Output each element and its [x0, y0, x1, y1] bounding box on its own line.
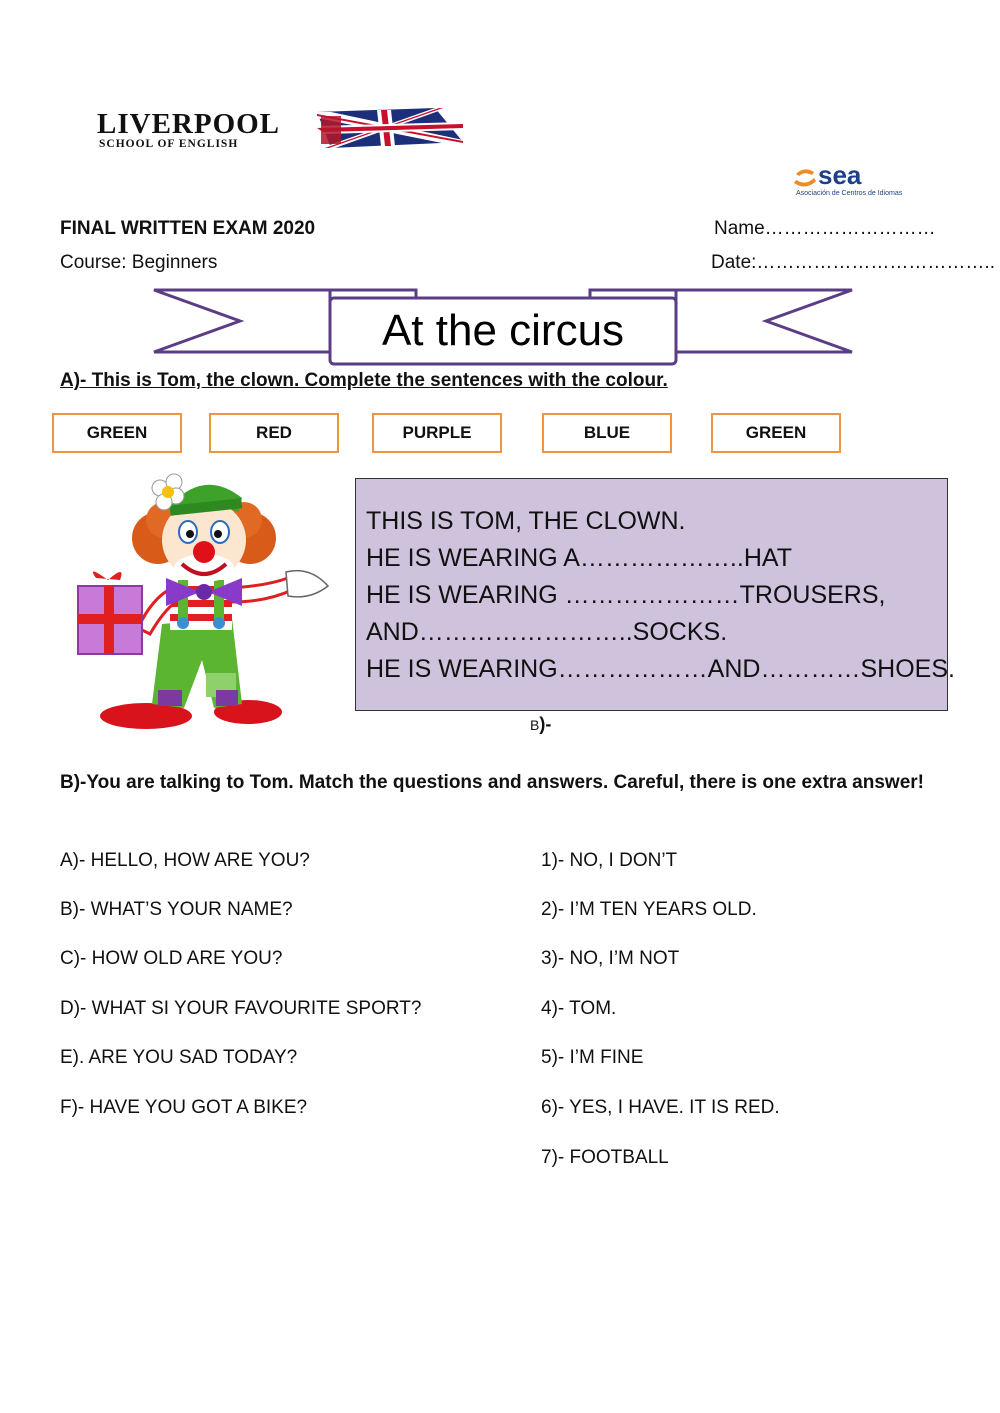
svg-text:SCHOOL OF ENGLISH: SCHOOL OF ENGLISH	[99, 138, 239, 150]
section-a-heading: A)- This is Tom, the clown. Complete the sentences with the colour.	[60, 370, 668, 391]
clown-illustration	[66, 468, 342, 730]
sentence-line: THIS IS TOM, THE CLOWN.	[366, 507, 686, 535]
answer-item[interactable]: 6)- YES, I HAVE. IT IS RED.	[541, 1097, 780, 1118]
colour-option-green[interactable]: GREEN	[52, 413, 182, 453]
question-item[interactable]: C)- HOW OLD ARE YOU?	[60, 948, 283, 969]
colour-option-blue[interactable]: BLUE	[542, 413, 672, 453]
name-field[interactable]: Name………………………	[714, 218, 936, 239]
colour-option-green-2[interactable]: GREEN	[711, 413, 841, 453]
question-item[interactable]: B)- WHAT’S YOUR NAME?	[60, 899, 293, 920]
answer-item[interactable]: 7)- FOOTBALL	[541, 1147, 669, 1168]
uk-flag-icon	[317, 108, 463, 148]
colour-option-purple[interactable]: PURPLE	[372, 413, 502, 453]
svg-text:LIVERPOOL: LIVERPOOL	[97, 108, 281, 140]
colour-option-red[interactable]: RED	[209, 413, 339, 453]
answer-item[interactable]: 5)- I’M FINE	[541, 1047, 644, 1068]
sentence-line[interactable]: AND……………………..SOCKS.	[366, 618, 728, 646]
sentence-completion-box	[355, 478, 955, 711]
exam-title: FINAL WRITTEN EXAM 2020	[60, 218, 316, 239]
answer-item[interactable]: 2)- I’M TEN YEARS OLD.	[541, 899, 757, 920]
course-label: Course: Beginners	[60, 252, 218, 273]
liverpool-school-logo	[95, 106, 465, 152]
question-item[interactable]: D)- WHAT SI YOUR FAVOURITE SPORT?	[60, 998, 422, 1019]
sentence-line[interactable]: HE IS WEARING………………AND…………SHOES.	[366, 655, 955, 683]
section-b-heading: B)-You are talking to Tom. Match the questions and answers. Careful, there is one extra answer!	[60, 772, 924, 793]
sea-logo	[792, 162, 927, 198]
svg-text:sea: sea	[818, 162, 862, 190]
question-item[interactable]: F)- HAVE YOU GOT A BIKE?	[60, 1097, 308, 1118]
date-field[interactable]: Date:………………………………..	[711, 252, 995, 273]
svg-text:Asociación de Centros de Idiom: Asociación de Centros de Idiomas	[796, 190, 903, 197]
answer-item[interactable]: 4)- TOM.	[541, 998, 617, 1019]
sentence-line[interactable]: HE IS WEARING …………………TROUSERS,	[366, 581, 886, 609]
question-item[interactable]: E). ARE YOU SAD TODAY?	[60, 1047, 298, 1068]
b-marker: B)-	[530, 714, 552, 734]
answer-item[interactable]: 3)- NO, I’M NOT	[541, 948, 680, 969]
answer-item[interactable]: 1)- NO, I DON’T	[541, 850, 678, 871]
question-item[interactable]: A)- HELLO, HOW ARE YOU?	[60, 850, 310, 871]
sea-swoosh-icon	[794, 169, 816, 186]
sentence-line[interactable]: HE IS WEARING A………………..HAT	[366, 544, 792, 572]
page-title: At the circus	[381, 306, 625, 355]
